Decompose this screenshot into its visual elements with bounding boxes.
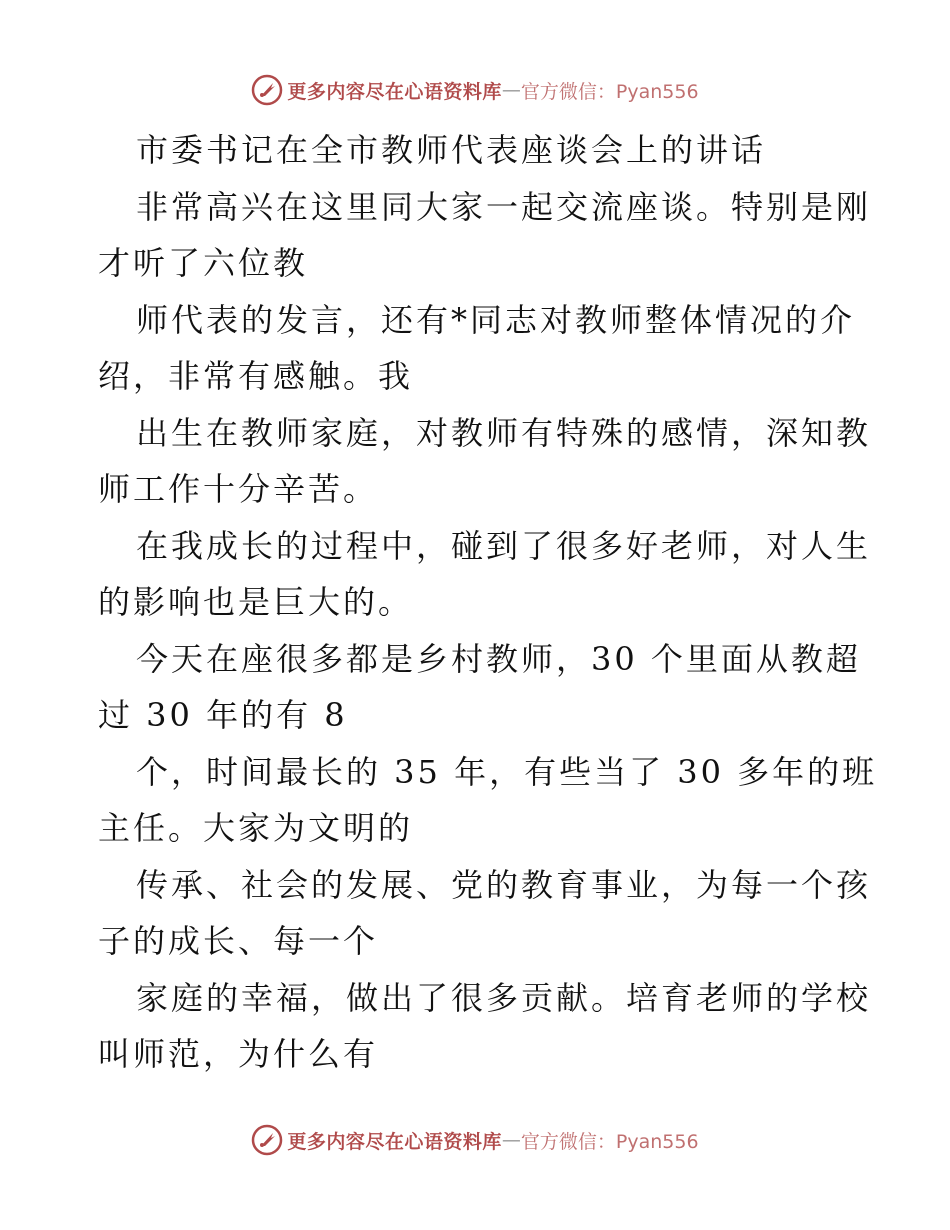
footer-banner (0, 1120, 950, 1160)
quill-logo-icon (251, 1124, 283, 1156)
banner-separator: — (501, 79, 521, 101)
text-line: 出生在教师家庭，对教师有特殊的感情，深知教 (136, 413, 872, 452)
document-body (98, 122, 878, 1083)
banner-contact: 官方微信：Pyan556 (520, 1130, 699, 1153)
quill-logo-icon (251, 74, 283, 106)
text-line: 在我成长的过程中，碰到了很多好老师，对人生 (136, 526, 872, 565)
text-line: 师工作十分辛苦。 (98, 470, 379, 508)
document-title: 市委书记在全市教师代表座谈会上的讲话 (136, 131, 767, 169)
banner-title: 更多内容尽在心语资料库 (287, 1130, 502, 1153)
banner-separator: — (501, 1129, 521, 1151)
text-line: 绍，非常有感触。我 (98, 357, 414, 395)
text-line: 非常高兴在这里同大家一起交流座谈。特别是刚 (136, 187, 872, 226)
text-line: 主任。大家为文明的 (98, 809, 414, 847)
banner-contact: 官方微信：Pyan556 (520, 80, 699, 103)
banner-title: 更多内容尽在心语资料库 (287, 80, 502, 103)
text-line: 过 30 年的有 8 (98, 696, 348, 734)
text-line: 师代表的发言，还有*同志对教师整体情况的介 (136, 300, 856, 339)
text-line: 叫师范，为什么有 (98, 1035, 379, 1073)
text-line: 子的成长、每一个 (98, 922, 379, 960)
header-banner (0, 70, 950, 110)
text-line: 传承、社会的发展、党的教育事业，为每一个孩 (136, 865, 872, 904)
text-line: 的影响也是巨大的。 (98, 583, 414, 621)
text-line: 才听了六位教 (98, 244, 309, 282)
text-line: 个，时间最长的 35 年，有些当了 30 多年的班 (136, 752, 878, 791)
text-line: 今天在座很多都是乡村教师，30 个里面从教超 (136, 639, 861, 678)
text-line: 家庭的幸福，做出了很多贡献。培育老师的学校 (136, 978, 872, 1017)
